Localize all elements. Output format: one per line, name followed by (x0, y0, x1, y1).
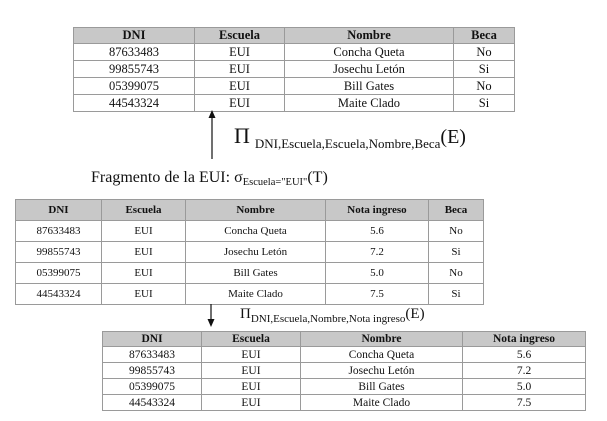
projection-argument: (E) (440, 126, 466, 148)
table-cell: 7.5 (326, 284, 429, 305)
table-cell: Si (454, 61, 515, 78)
projection-formula-bottom (240, 307, 425, 325)
table-cell: 99855743 (103, 363, 202, 379)
down-arrow-icon (206, 304, 216, 328)
column-header: DNI (74, 28, 195, 44)
table-cell: EUI (202, 379, 301, 395)
projection-formula-top (234, 125, 466, 150)
table-cell: EUI (102, 263, 186, 284)
table-cell: EUI (202, 363, 301, 379)
header-row (74, 28, 515, 44)
table-cell: 99855743 (16, 242, 102, 263)
table-cell: 7.2 (463, 363, 586, 379)
table-cell: EUI (202, 347, 301, 363)
table-cell: 7.2 (326, 242, 429, 263)
table-row (103, 347, 586, 363)
column-header: Nombre (186, 200, 326, 221)
table-cell: Concha Queta (186, 221, 326, 242)
table-cell: No (429, 221, 484, 242)
table-cell: 5.6 (463, 347, 586, 363)
table-cell: Bill Gates (285, 78, 454, 95)
column-header: Nombre (285, 28, 454, 44)
projection-attributes: DNI,Escuela,Nombre,Nota ingreso (250, 313, 406, 325)
table-cell: Si (429, 284, 484, 305)
pi-symbol: Π (234, 123, 250, 148)
table-cell: Concha Queta (301, 347, 463, 363)
column-header: Beca (429, 200, 484, 221)
table-cell: 44543324 (74, 95, 195, 112)
sigma-symbol: σ (234, 169, 243, 186)
column-header: Nombre (301, 332, 463, 347)
table-cell: 05399075 (74, 78, 195, 95)
table-cell: EUI (195, 61, 285, 78)
table-row (103, 395, 586, 411)
table-cell: No (429, 263, 484, 284)
column-header: Nota ingreso (463, 332, 586, 347)
table-cell: 87633483 (74, 44, 195, 61)
projection-result-table (73, 27, 515, 112)
column-header: Escuela (195, 28, 285, 44)
table-cell: Maite Clado (301, 395, 463, 411)
table-cell: Bill Gates (186, 263, 326, 284)
up-arrow-icon (207, 110, 217, 160)
table-cell: 44543324 (16, 284, 102, 305)
selection-formula (91, 170, 328, 189)
table-row (16, 242, 484, 263)
table-cell: Josechu Letón (285, 61, 454, 78)
table-cell: 5.0 (326, 263, 429, 284)
selection-argument: (T) (307, 169, 328, 186)
table-row (16, 284, 484, 305)
selection-condition: Escuela="EUI" (242, 177, 308, 188)
table-cell: EUI (202, 395, 301, 411)
table-cell: No (454, 44, 515, 61)
table-cell: Si (454, 95, 515, 112)
table-cell: Concha Queta (285, 44, 454, 61)
column-header: DNI (103, 332, 202, 347)
table-cell: Maite Clado (186, 284, 326, 305)
table-row (16, 263, 484, 284)
header-row (16, 200, 484, 221)
pi-symbol: Π (240, 306, 251, 322)
table-cell: 87633483 (16, 221, 102, 242)
column-header: Escuela (202, 332, 301, 347)
table-cell: 05399075 (103, 379, 202, 395)
table-cell: Bill Gates (301, 379, 463, 395)
table-cell: EUI (102, 242, 186, 263)
table-cell: No (454, 78, 515, 95)
column-header: DNI (16, 200, 102, 221)
column-header: Nota ingreso (326, 200, 429, 221)
projection-result-table-bottom (102, 331, 586, 411)
projection-argument: (E) (405, 306, 425, 322)
table-cell: 5.6 (326, 221, 429, 242)
table-cell: 99855743 (74, 61, 195, 78)
table-row (103, 363, 586, 379)
table-row (74, 44, 515, 61)
table-cell: 05399075 (16, 263, 102, 284)
table-row (74, 78, 515, 95)
table-row (74, 61, 515, 78)
table-cell: Josechu Letón (186, 242, 326, 263)
fragment-table (15, 199, 484, 305)
table-cell: EUI (195, 44, 285, 61)
table-cell: Maite Clado (285, 95, 454, 112)
column-header: Escuela (102, 200, 186, 221)
table-cell: EUI (195, 78, 285, 95)
projection-attributes: DNI,Escuela,Escuela,Nombre,Beca (254, 136, 441, 151)
table-row (74, 95, 515, 112)
table-cell: Si (429, 242, 484, 263)
header-row (103, 332, 586, 347)
table-cell: EUI (102, 221, 186, 242)
table-cell: 5.0 (463, 379, 586, 395)
table-cell: EUI (102, 284, 186, 305)
column-header: Beca (454, 28, 515, 44)
table-cell: Josechu Letón (301, 363, 463, 379)
table-row (103, 379, 586, 395)
table-cell: 7.5 (463, 395, 586, 411)
table-cell: 87633483 (103, 347, 202, 363)
fragment-caption: Fragmento de la EUI: (91, 169, 235, 186)
table-cell: 44543324 (103, 395, 202, 411)
table-cell: EUI (195, 95, 285, 112)
table-row (16, 221, 484, 242)
